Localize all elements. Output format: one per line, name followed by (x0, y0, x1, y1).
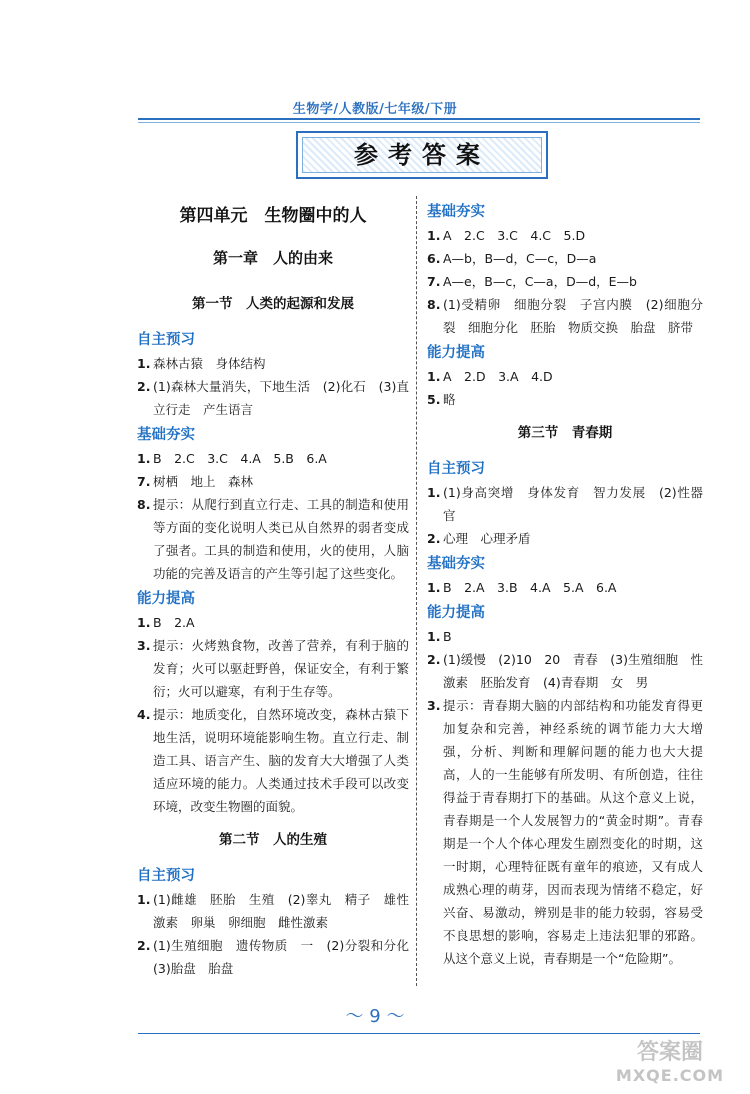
list-item (427, 576, 703, 599)
section-title-1: 第一节 人类的起源和发展 (192, 296, 354, 312)
subhead-preview: 自主预习 (137, 332, 195, 348)
item-text: 提示：从爬行到直立行走、工具的制造和使用等方面的变化说明人类已从自然界的弱者变成了强者。工具的制造和使用，火的使用，人脑功能的完善及语言的产生等引起了这些变化。 (153, 497, 409, 581)
item-text: (1)雌雄 胚胎 生殖 (2)睾丸 精子 雄性激素 卵巢 卵细胞 雌性激素 (153, 892, 409, 930)
watermark-logo (600, 1040, 740, 1090)
item-text: (1)受精卵 细胞分裂 子宫内膜 (2)细胞分裂 细胞分化 胚胎 物质交换 胎盘 脐带 (443, 297, 703, 335)
running-header: 生物学/人教版/七年级/下册 (292, 102, 458, 117)
item-text: 提示：火烤熟食物，改善了营养，有利于脑的发育；火可以驱赶野兽，保证安全，有利于繁衍；火可以避寒，有利于生存等。 (153, 638, 409, 699)
item-text: 树栖 地上 森林 (153, 474, 254, 489)
list-item (427, 224, 703, 247)
subhead-basic: 基础夯实 (137, 427, 195, 443)
item-number: 1. (137, 615, 151, 630)
item-number: 1. (137, 892, 151, 907)
right-column (427, 200, 703, 970)
item-number: 1. (427, 228, 441, 243)
item-number: 1. (427, 580, 441, 595)
item-number: 7. (137, 474, 151, 489)
item-text: A 2.C 3.C 4.C 5.D (443, 228, 586, 243)
item-text: B 2.C 3.C 4.A 5.B 6.A (153, 451, 327, 466)
item-number: 8. (137, 497, 151, 512)
item-number: 3. (137, 638, 151, 653)
chapter-title: 第一章 人的由来 (212, 249, 333, 267)
list-item (427, 481, 703, 527)
list-item (427, 247, 703, 270)
item-text: 森林古猿 身体结构 (153, 356, 266, 371)
item-text: (1)身高突增 身体发育 智力发展 (2)性器官 (443, 485, 703, 523)
list-item (427, 625, 703, 648)
item-text: B (443, 629, 452, 644)
subhead-basic: 基础夯实 (427, 204, 485, 220)
item-number: 2. (427, 652, 441, 667)
item-text: B 2.A (153, 615, 195, 630)
item-number: 1. (427, 369, 441, 384)
list-item (427, 527, 703, 550)
item-text: (1)缓慢 (2)10 20 青春 (3)生殖细胞 性激素 胚胎发育 (4)青春期 女 男 (443, 652, 703, 690)
item-number: 5. (427, 392, 441, 407)
subhead-basic: 基础夯实 (427, 556, 485, 572)
item-number: 3. (427, 698, 441, 713)
item-number: 6. (427, 251, 441, 266)
list-item (137, 634, 409, 703)
list-item (427, 365, 703, 388)
watermark-line-1: 答案圈 (636, 1040, 703, 1065)
item-text: 心理 心理矛盾 (443, 531, 531, 546)
list-item (427, 648, 703, 694)
list-item (137, 375, 409, 421)
item-number: 2. (137, 938, 151, 953)
unit-title: 第四单元 生物圈中的人 (179, 206, 367, 226)
list-item (137, 470, 409, 493)
watermark-line-2: MXQE.COM (615, 1066, 725, 1085)
item-number: 1. (427, 485, 441, 500)
list-item (137, 611, 409, 634)
subhead-preview: 自主预习 (427, 461, 485, 477)
column-divider (416, 196, 417, 986)
subhead-preview: 自主预习 (137, 868, 195, 884)
section-title-2: 第二节 人的生殖 (219, 832, 327, 848)
header-rule-thin (138, 122, 700, 123)
list-item (137, 352, 409, 375)
item-number: 1. (137, 356, 151, 371)
item-text: 提示：地质变化，自然环境改变，森林古猿下地生活，说明环境能影响生物。直立行走、制造工具、语言产生、脑的发育大大增强了人类适应环境的能力。人类通过技术手段可以改变环境，改变生物圈的面貌。 (153, 707, 409, 814)
item-number: 8. (427, 297, 441, 312)
subhead-ability: 能力提高 (137, 591, 195, 607)
list-item (427, 270, 703, 293)
header-rule (138, 118, 700, 120)
item-text: (1)森林大量消失，下地生活 (2)化石 (3)直立行走 产生语言 (153, 379, 409, 417)
item-number: 2. (137, 379, 151, 394)
item-text: 略 (443, 392, 456, 407)
item-text: 提示：青春期大脑的内部结构和功能发育得更加复杂和完善，神经系统的调节能力大大增强，分析、判断和理解问题的能力也大大提高，人的一生能够有所发明、有所创造，往往得益于青春期打下的基础。从这个意义上说，青春期是一个人发展智力的“黄金时期”。青春期是一个人个体心理发生剧烈变化的时期，这一时期，心理特征既有童年的痕迹，又有成人成熟心理的萌芽，因而表现为情绪不稳定，好兴奋、易激动，辨别是非的能力较弱，容易受不良思想的影响，容易走上违法犯罪的邪路。从这个意义上说，青春期是一个“危险期”。 (443, 698, 703, 966)
list-item (137, 447, 409, 470)
item-number: 2. (427, 531, 441, 546)
left-column (137, 200, 422, 980)
list-item (137, 888, 409, 934)
page-title: 参考答案 (354, 141, 490, 169)
item-text: A—b，B—d，C—c，D—a (443, 251, 597, 266)
list-item (427, 694, 703, 970)
item-text: (1)生殖细胞 遗传物质 一 (2)分裂和分化 (3)胎盘 胎盘 (153, 938, 422, 976)
list-item (427, 388, 703, 411)
list-item (137, 934, 422, 980)
item-text: A 2.D 3.A 4.D (443, 369, 553, 384)
subhead-ability: 能力提高 (427, 345, 485, 361)
item-text: A—e，B—c，C—a，D—d，E—b (443, 274, 637, 289)
item-number: 1. (427, 629, 441, 644)
item-number: 4. (137, 707, 151, 722)
item-number: 1. (137, 451, 151, 466)
page-number: ～ 9 ～ (345, 1006, 405, 1027)
list-item (427, 293, 703, 339)
item-text: B 2.A 3.B 4.A 5.A 6.A (443, 580, 617, 595)
section-title-3: 第三节 青春期 (517, 425, 613, 441)
list-item (137, 493, 409, 585)
list-item (137, 703, 409, 818)
subhead-ability: 能力提高 (427, 605, 485, 621)
footer-rule (138, 1033, 700, 1034)
item-number: 7. (427, 274, 441, 289)
